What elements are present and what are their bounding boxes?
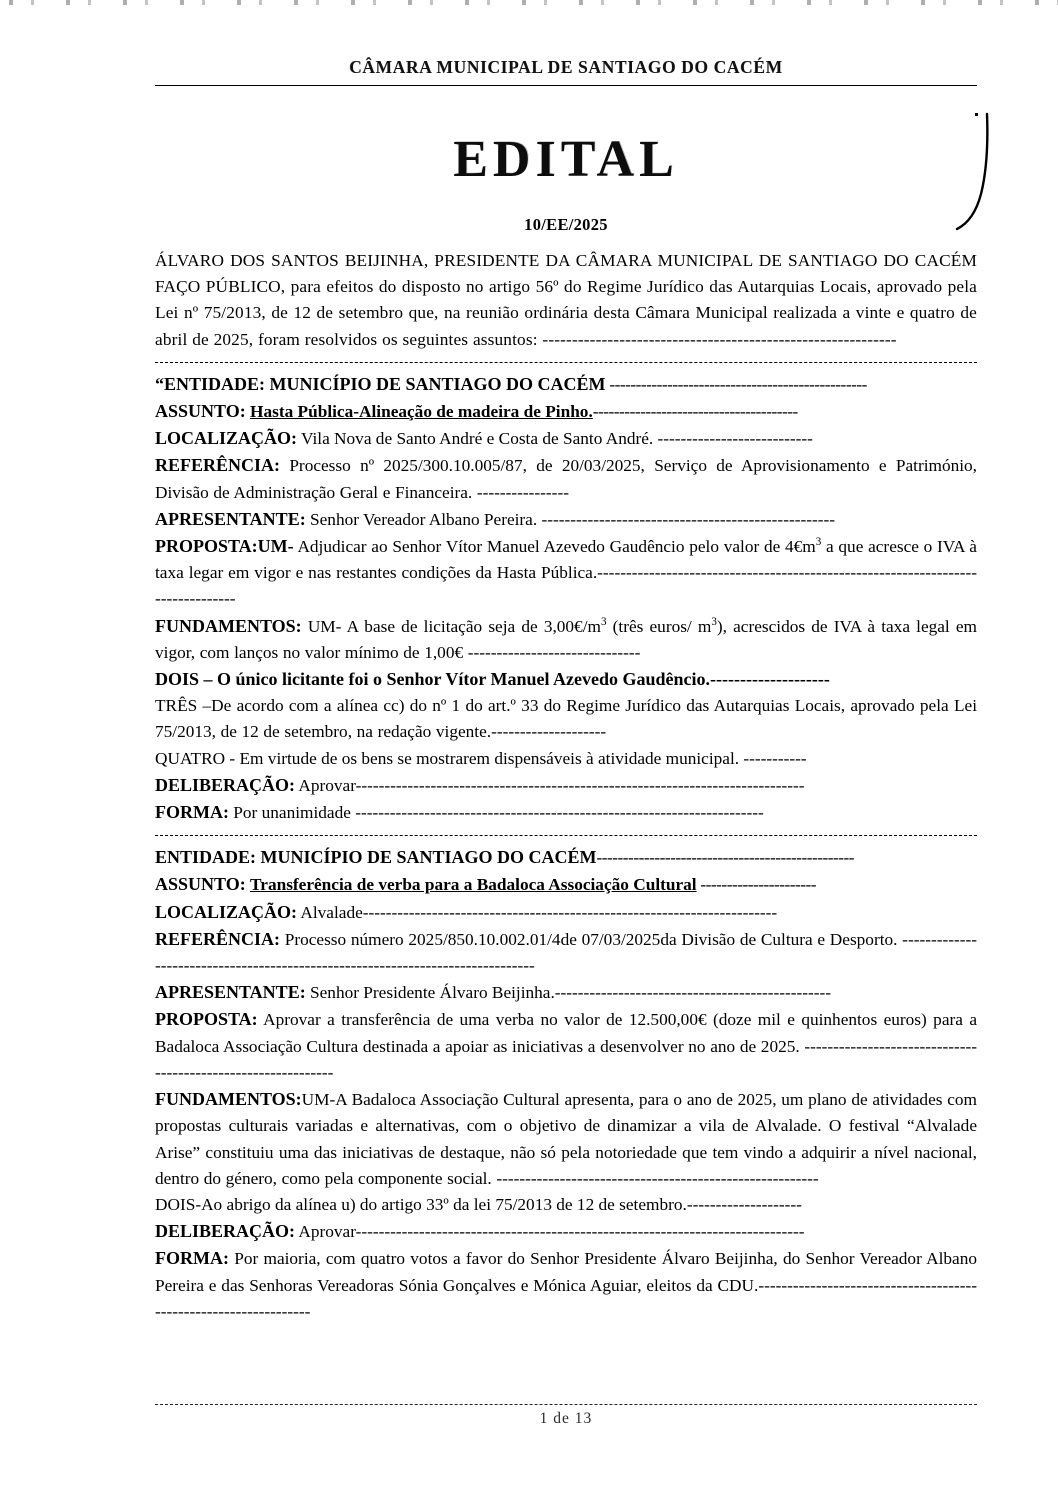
item1-proposta-enum: UM- [257,536,294,557]
item1-fundamentos-superscript-2: 3 [711,615,717,628]
assunto-label: ASSUNTO: [155,401,246,422]
document-footer [155,1404,977,1428]
assunto-label-2: ASSUNTO: [155,874,246,895]
intro-paragraph: ÁLVARO DOS SANTOS BEIJINHA, PRESIDENTE DA CÂMARA MUNICIPAL DE SANTIAGO DO CACÉM FAÇO PÚBLICO, para efeitos do disposto no artigo 56º do Regime Jurídico das Autarquias Locais, aprovado pela Lei nº 75/2013, de 12 de setembro que, na reunião ordinária desta Câmara Municipal realizada a vinte e quatro de abril de 2025, foram resolvidos os seguintes assuntos: ------------------------------------------------------------ [155,251,977,349]
item1-dois-text: DOIS – O único licitante foi o Senhor Vítor Manuel Azevedo Gaudêncio.-------------------- [155,669,830,690]
item2-forma-value: Por maioria, com quatro votos a favor do Senhor Presidente Álvaro Beijinha, do Senhor Vereador Albano Pereira e das Senhoras Vereadoras Sónia Gonçalves e Mónica Aguiar, eleitos da CDU.----------------------------------------------------------------- [155,1249,977,1321]
item1-fundamento-dois [155,666,977,693]
item2-localizacao-line [155,899,977,926]
proposta-label: PROPOSTA: [155,536,258,557]
item2-entidade-name: MUNICÍPIO DE SANTIAGO DO CACÉM [260,847,597,868]
municipality-header-title: CÂMARA MUNICIPAL DE SANTIAGO DO CACÉM [349,57,783,77]
referencia-label-2: REFERÊNCIA: [155,928,281,949]
item1-assunto-dashes: --------------------------------------- [592,402,798,422]
item2-forma-line [155,1245,977,1325]
item1-referencia-line [155,452,977,505]
document-header [155,0,977,86]
item1-fundamentos-text-c: ), acrescidos de IVA à taxa legal em vigor, com lanços no valor mínimo de 1,00€ ------------------------------ [155,616,978,662]
item1-entidade-name: MUNICÍPIO DE SANTIAGO DO CACÉM [269,373,606,394]
entidade-label-2: ENTIDADE: [155,847,257,868]
item1-apresentante-line [155,506,977,533]
item1-forma-value: Por unanimidade ----------------------------------------------------------------------- [228,803,764,823]
deliberacao-label: DELIBERAÇÃO: [155,774,296,795]
item2-dois-text: DOIS-Ao abrigo da alínea u) do artigo 33º da lei 75/2013 de 12 de setembro.-------------------- [155,1194,802,1214]
item1-fundamentos-text-b: (três euros/ m [606,616,712,636]
document-content [155,0,977,1325]
item1-fundamento-quatro [155,746,977,772]
item1-forma-line [155,799,977,826]
apresentante-label-2: APRESENTANTE: [155,982,306,1003]
item1-entidade-line [155,371,977,398]
item2-assunto-dashes: ---------------------- [696,875,817,895]
proposta-label-2: PROPOSTA: [155,1009,258,1030]
page-title: EDITAL [453,131,679,188]
item1-deliberacao-value: Aprovar------------------------------------------------------------------------------ [295,775,805,795]
item1-deliberacao-line [155,772,977,799]
item2-referencia-line [155,926,977,979]
item1-quatro-text: QUATRO - Em virtude de os bens se mostrarem dispensáveis à atividade municipal. ----------- [155,748,807,768]
item1-fundamento-tres [155,693,977,745]
item2-assunto-line [155,871,977,898]
item1-proposta-superscript: 3 [815,536,822,549]
item2-entidade-dashes: ------------------------------------------------- [596,848,855,868]
item1-assunto-line [155,398,977,425]
item1-proposta-text-a: Adjudicar ao Senhor Vítor Manuel Azevedo Gaudêncio pelo valor de 4€m [293,537,816,557]
deliberacao-label-2: DELIBERAÇÃO: [155,1221,296,1242]
section-divider-2 [155,835,977,836]
header-divider-rule [155,85,977,86]
localizacao-label-2: LOCALIZAÇÃO: [155,901,298,922]
forma-label-2: FORMA: [155,1248,229,1269]
referencia-label: REFERÊNCIA: [155,455,281,476]
item1-fundamentos-superscript-1: 3 [600,615,607,628]
resolution-item-2 [155,844,977,1325]
title-block [155,131,977,235]
item2-localizacao-value: Alvalade------------------------------------------------------------------------ [297,902,778,922]
apresentante-label: APRESENTANTE: [155,508,306,529]
section-divider-1 [155,362,977,363]
forma-label: FORMA: [155,802,229,823]
item2-entidade-line [155,844,977,871]
item2-proposta-value: Aprovar a transferência de uma verba no valor de 12.500,00€ (doze mil e quinhentos euros) para a Badaloca Associação Cultura destinada a apoiar as iniciativas a desenvolver no ano de 2025. ------------------------------------------------------------- [155,1010,977,1082]
item1-entidade-quote: “ [155,373,164,394]
item1-tres-text: TRÊS –De acordo com a alínea cc) do nº 1 do art.º 33 do Regime Jurídico das Autarquias Locais, aprovado pela Lei 75/2013, de 12 de setembro, na redação vigente.-------------------- [155,696,977,742]
edital-reference-number: 10/EE/2025 [524,215,608,234]
item1-entidade-dashes: ------------------------------------------------- [605,374,867,394]
item2-fundamentos-value: UM-A Badaloca Associação Cultural apresenta, para o ano de 2025, um plano de atividades com propostas culturais variadas e alternativas, com o objetivo de dinamizar a vila de Alvalade. O festival “Alvalade Arise” constituiu uma das iniciativas de destaque, não só pela notoriedade que tem vindo a adquirir a nível nacional, dentro do género, como pela componente social. -------------------------------------------------------- [155,1090,977,1188]
item2-fundamentos-line [155,1086,977,1192]
item2-assunto-value: Transferência de verba para a Badaloca Associação Cultural [250,875,697,895]
item1-fundamentos-line [155,613,977,666]
item1-referencia-value: Processo nº 2025/300.10.005/87, de 20/03/2025, Serviço de Aprovisionamento e Património, Divisão de Administração Geral e Financeira. ---------------- [155,456,977,502]
item2-apresentante-value: Senhor Presidente Álvaro Beijinha.------------------------------------------------ [305,983,832,1003]
footer-divider-rule [155,1404,977,1405]
entidade-label: ENTIDADE: [164,373,266,394]
item1-localizacao-line [155,425,977,452]
item1-proposta-line [155,533,977,613]
fundamentos-label: FUNDAMENTOS: [155,615,302,636]
item2-apresentante-line [155,979,977,1006]
item1-fundamentos-text-a: UM- A base de licitação seja de 3,00€/m [301,616,601,636]
item2-proposta-line [155,1006,977,1086]
item2-deliberacao-value: Aprovar------------------------------------------------------------------------------ [295,1222,805,1242]
localizacao-label: LOCALIZAÇÃO: [155,428,298,449]
item1-apresentante-value: Senhor Vereador Albano Pereira. --------------------------------------------------- [305,509,835,529]
item2-fundamento-dois [155,1192,977,1218]
item1-assunto-value: Hasta Pública-Alineação de madeira de Pinho. [250,402,593,422]
resolution-item-1 [155,371,977,826]
page-number-indicator: 1 de 13 [539,1410,593,1427]
item1-localizacao-value: Vila Nova de Santo André e Costa de Santo André. --------------------------- [297,429,813,449]
item2-deliberacao-line [155,1218,977,1245]
item1-proposta-text-b: a que acresce o IVA à taxa legar em vigor e nas restantes condições da Hasta Pública.-------------------------------------------------------------------------------- [155,537,977,609]
item2-referencia-value: Processo número 2025/850.10.002.01/4de 07/03/2025da Divisão de Cultura e Desporto. ------------------------------------------------------------------------------- [155,929,977,976]
fundamentos-label-2: FUNDAMENTOS: [155,1089,302,1110]
